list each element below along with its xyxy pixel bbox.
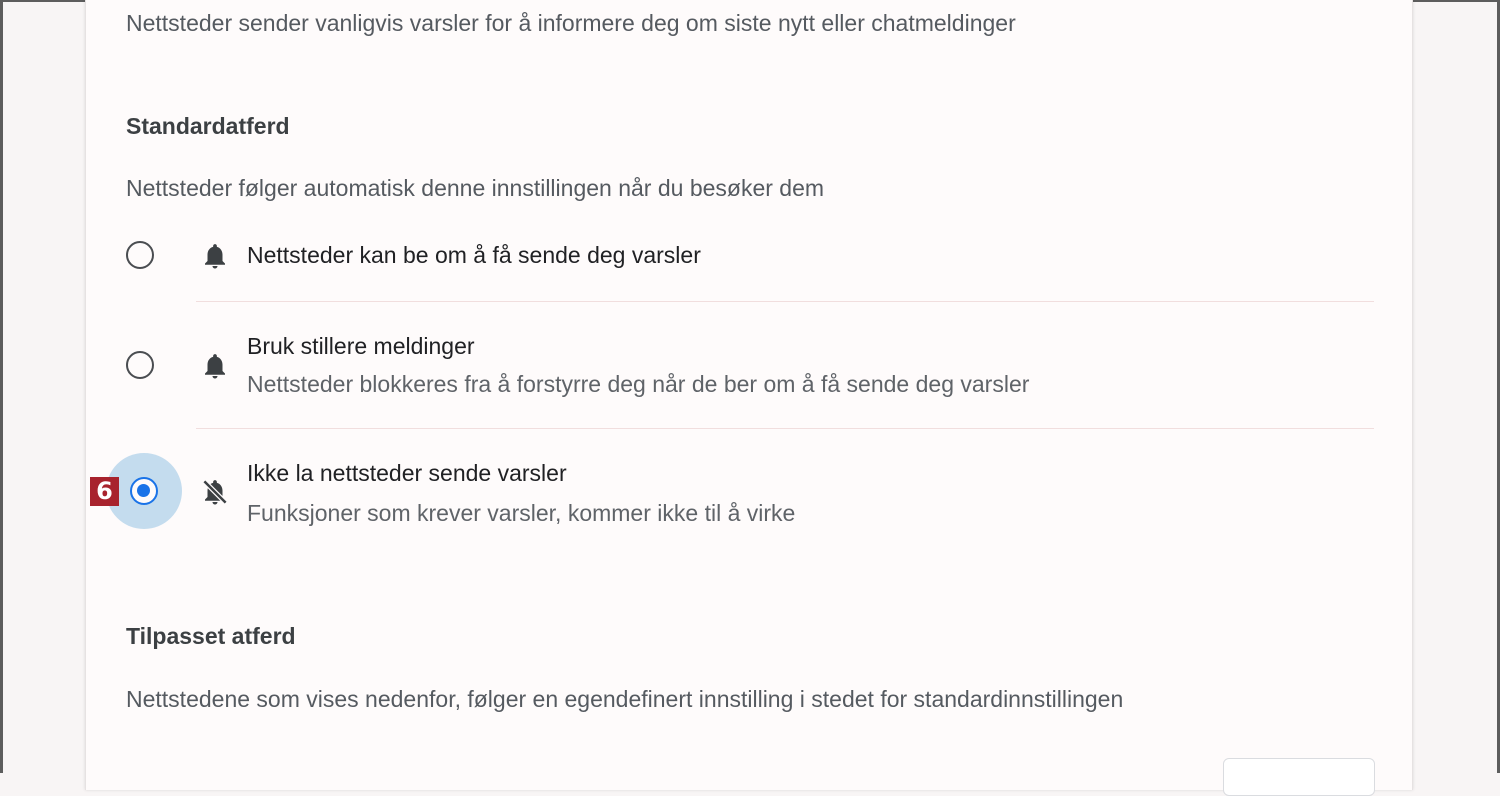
divider [196,301,1374,302]
custom-behavior-description: Nettstedene som vises nedenfor, følger en egendefinert innstilling i stedet for standardinnstillingen [126,686,1124,712]
radio-block[interactable] [130,477,158,505]
bell-icon [200,351,230,381]
radio-allow-ask[interactable] [126,241,154,269]
default-behavior-heading: Standardatferd [126,113,290,139]
default-behavior-description: Nettsteder følger automatisk denne innstillingen når du besøker dem [126,175,825,201]
notifications-settings-card [85,0,1413,790]
add-site-button[interactable] [1223,758,1375,796]
divider [196,428,1374,429]
option-allow-ask-title: Nettsteder kan be om å få sende deg varsler [247,242,701,268]
bell-icon [200,241,230,271]
radio-quieter[interactable] [126,351,154,379]
option-quieter-subtitle: Nettsteder blokkeres fra å forstyrre deg når de ber om å få sende deg varsler [247,371,1030,397]
intro-text: Nettsteder sender vanligvis varsler for å informere deg om siste nytt eller chatmeldinger [126,10,1016,36]
option-quieter-title: Bruk stillere meldinger [247,333,475,359]
option-block-subtitle: Funksjoner som krever varsler, kommer ikke til å virke [247,500,796,526]
option-block-title: Ikke la nettsteder sende varsler [247,460,567,486]
bell-off-icon [200,477,230,507]
custom-behavior-heading: Tilpasset atferd [126,623,296,649]
step-badge: 6 [90,477,119,506]
